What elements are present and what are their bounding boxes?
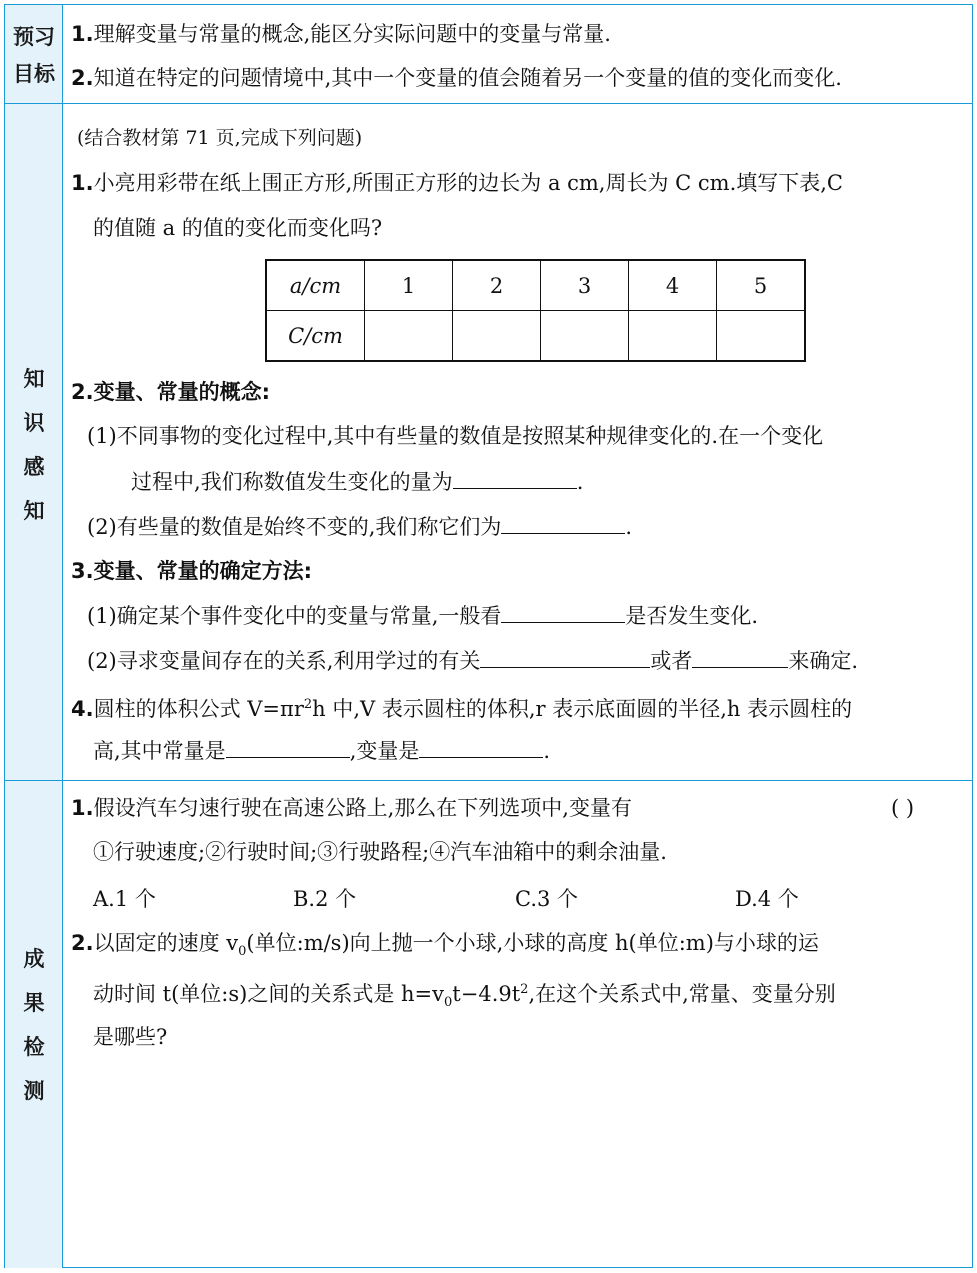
side-perimeter-table	[265, 259, 806, 362]
test-question-1: 1.假设汽车匀速行驶在高速公路上,那么在下列选项中,变量有	[71, 796, 632, 820]
answer-blank[interactable]	[480, 645, 650, 668]
test-question-2: 2.以固定的速度 $v_0$(单位:m/s)向上抛一个小球,小球的高度 h(单位:m)与小球的运	[71, 931, 819, 960]
knowledge-perception-label: 知 识 感 知	[23, 367, 45, 523]
result-test-label: 成 果 检 测	[23, 947, 45, 1103]
table-cell: 2	[453, 260, 541, 311]
question-3-2: (2)寻求变量间存在的关系,利用学过的有关 或者 来确定.	[87, 645, 858, 676]
table-row	[266, 260, 805, 311]
table-cell: 5	[717, 260, 806, 311]
table-cell: 1	[365, 260, 453, 311]
question-2-1-cont: 过程中,我们称数值发生变化的量为 .	[131, 466, 583, 497]
option-a[interactable]: A.1 个	[93, 887, 156, 911]
table-answer-cell[interactable]	[365, 311, 453, 362]
answer-blank[interactable]	[501, 600, 625, 623]
question-4: 4.圆柱的体积公式 $V=\pi r^2h$ 中,V 表示圆柱的体积,r 表示底面圆的半径,h 表示圆柱的	[71, 697, 853, 721]
table-cell: 4	[629, 260, 717, 311]
answer-blank[interactable]	[419, 735, 543, 758]
section-divider	[5, 103, 972, 104]
test-question-2-end: 是哪些?	[93, 1025, 168, 1049]
test-question-1-items: ①行驶速度;②行驶时间;③行驶路程;④汽车油箱中的剩余油量.	[93, 840, 667, 864]
question-1: 1.小亮用彩带在纸上围正方形,所围正方形的边长为 a cm,周长为 C cm.填写下表,C	[71, 171, 843, 195]
question-1-cont: 的值随 a 的值的变化而变化吗?	[93, 216, 383, 240]
answer-blank[interactable]	[692, 645, 788, 668]
question-2-title: 2.变量、常量的概念:	[71, 380, 270, 404]
table-header-a: a/cm	[266, 260, 365, 311]
table-header-c: C/cm	[266, 311, 365, 362]
table-row	[266, 311, 805, 362]
question-2-1: (1)不同事物的变化过程中,其中有些量的数值是按照某种规律变化的.在一个变化	[87, 424, 824, 448]
option-c[interactable]: C.3 个	[515, 887, 579, 911]
goal-1: 1.理解变量与常量的概念,能区分实际问题中的变量与常量.	[71, 22, 611, 46]
option-d[interactable]: D.4 个	[735, 887, 799, 911]
question-3-1: (1)确定某个事件变化中的变量与常量,一般看 是否发生变化.	[87, 600, 758, 631]
question-2-2: (2)有些量的数值是始终不变的,我们称它们为 .	[87, 511, 632, 542]
answer-blank[interactable]	[226, 735, 350, 758]
table-answer-cell[interactable]	[453, 311, 541, 362]
option-b[interactable]: B.2 个	[293, 887, 357, 911]
section-divider	[5, 780, 972, 781]
worksheet	[4, 4, 973, 1268]
answer-area[interactable]	[93, 1065, 963, 1255]
table-cell: 3	[541, 260, 629, 311]
textbook-note: (结合教材第 71 页,完成下列问题)	[77, 127, 363, 149]
preview-goal-label: 预习 目标	[13, 25, 55, 86]
question-4-cont: 高,其中常量是 ,变量是 .	[93, 735, 550, 766]
table-answer-cell[interactable]	[541, 311, 629, 362]
answer-blank[interactable]	[501, 511, 625, 534]
table-answer-cell[interactable]	[629, 311, 717, 362]
question-3-title: 3.变量、常量的确定方法:	[71, 559, 312, 583]
table-answer-cell[interactable]	[717, 311, 806, 362]
answer-paren[interactable]: ( )	[891, 796, 915, 820]
test-question-2-cont: 动时间 t(单位:s)之间的关系式是 $h=v_0t-4.9t^2$,在这个关系式中,常量、变量分别	[93, 982, 836, 1011]
goal-2: 2.知道在特定的问题情境中,其中一个变量的值会随着另一个变量的值的变化而变化.	[71, 66, 842, 90]
answer-blank[interactable]	[453, 466, 577, 489]
